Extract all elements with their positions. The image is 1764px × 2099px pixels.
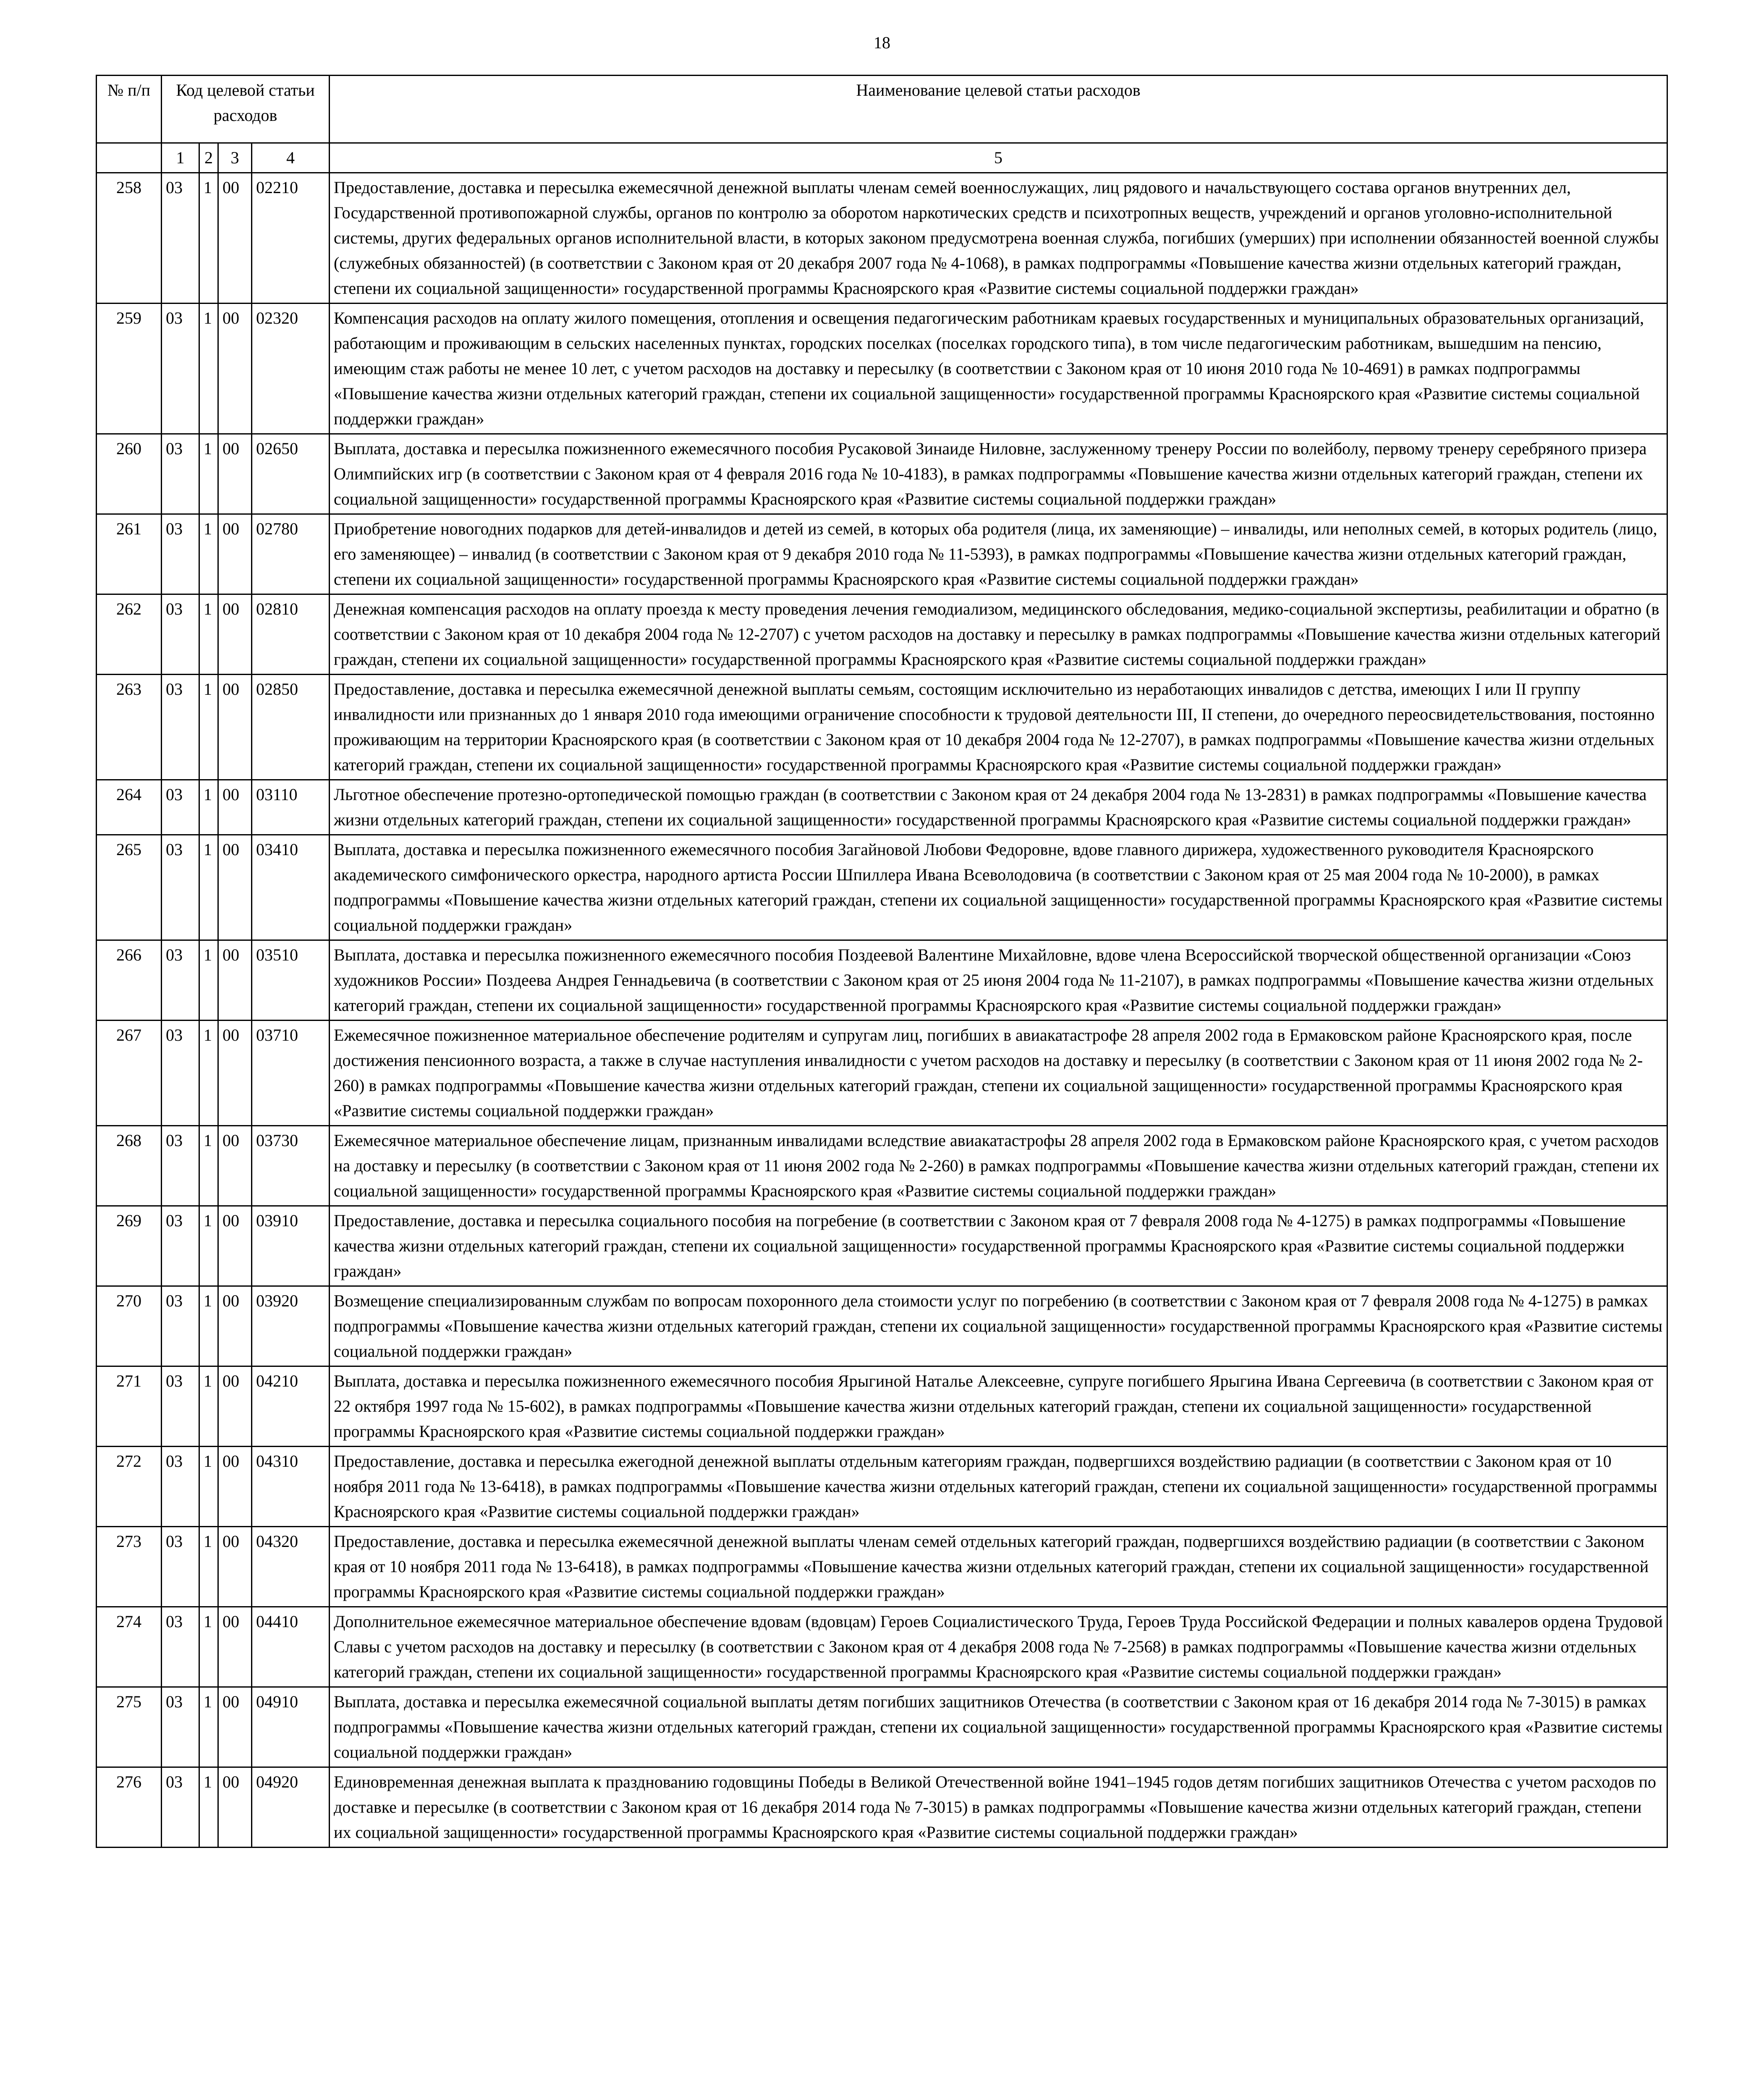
code-part-4: 03730: [252, 1126, 330, 1206]
code-part-1: 03: [162, 1206, 199, 1286]
table-row: [97, 514, 1667, 594]
item-name: Приобретение новогодних подарков для детей-инвалидов и детей из семей, в которых оба родителя (лица, их заменяющие) – инвалиды, или неполных семей, в которых родитель (лицо, его заменяющее) – инвалид (в соответствии с Законом края от 9 декабря 2010 года № 11-5393), в рамках подпрограммы «Повышение качества жизни отдельных категорий граждан, степени их социальной защищенности» государственной программы Красноярского края «Развитие системы социальной поддержки граждан»: [330, 514, 1667, 594]
col-num-3: 3: [218, 143, 252, 173]
item-name: Предоставление, доставка и пересылка ежемесячной денежной выплаты членам семей отдельных категорий граждан, подвергшихся воздействию радиации (в соответствии с Законом края от 10 ноября 2011 года № 13-6418), в рамках подпрограммы «Повышение качества жизни отдельных категорий граждан, степени их социальной защищенности» государственной программы Красноярского края «Развитие системы социальной поддержки граждан»: [330, 1527, 1667, 1607]
target-items-table: [96, 75, 1668, 1848]
table-row: [97, 675, 1667, 780]
row-number: 267: [97, 1021, 162, 1126]
code-part-2: 1: [199, 434, 218, 514]
table-row: [97, 304, 1667, 434]
code-part-2: 1: [199, 514, 218, 594]
code-part-2: 1: [199, 780, 218, 835]
item-name: Предоставление, доставка и пересылка социального пособия на погребение (в соответствии с Законом края от 7 февраля 2008 года № 4-1275) в рамках подпрограммы «Повышение качества жизни отдельных категорий граждан, степени их социальной защищенности» государственной программы Красноярского края «Развитие системы социальной поддержки граждан»: [330, 1206, 1667, 1286]
code-part-1: 03: [162, 1687, 199, 1767]
row-number: 264: [97, 780, 162, 835]
code-part-1: 03: [162, 1126, 199, 1206]
row-number: 274: [97, 1607, 162, 1687]
table-row: [97, 1126, 1667, 1206]
code-part-1: 03: [162, 1607, 199, 1687]
code-part-4: 04910: [252, 1687, 330, 1767]
item-name: Единовременная денежная выплата к празднованию годовщины Победы в Великой Отечественной войне 1941–1945 годов детям погибших защитников Отечества с учетом расходов по доставке и пересылке (в соответствии с Законом края от 16 декабря 2014 года № 7-3015) в рамках подпрограммы «Повышение качества жизни отдельных категорий граждан, степени их социальной защищенности» государственной программы Красноярского края «Развитие системы социальной поддержки граждан»: [330, 1767, 1667, 1848]
item-name: Предоставление, доставка и пересылка ежегодной денежной выплаты отдельным категориям граждан, подвергшихся воздействию радиации (в соответствии с Законом края от 10 ноября 2011 года № 13-6418), в рамках подпрограммы «Повышение качества жизни отдельных категорий граждан, степени их социальной защищенности» государственной программы Красноярского края «Развитие системы социальной поддержки граждан»: [330, 1447, 1667, 1527]
code-part-4: 04320: [252, 1527, 330, 1607]
item-name: Выплата, доставка и пересылка пожизненного ежемесячного пособия Загайновой Любови Федоровне, вдове главного дирижера, художественного руководителя Красноярского академического симфонического оркестра, народного артиста России Шпиллера Ивана Всеволодовича (в соответствии с Законом края от 25 мая 2004 года № 10-2000), в рамках подпрограммы «Повышение качества жизни отдельных категорий граждан, степени их социальной защищенности» государственной программы Красноярского края «Развитие системы социальной поддержки граждан»: [330, 835, 1667, 940]
code-part-2: 1: [199, 1366, 218, 1447]
row-number: 258: [97, 173, 162, 304]
item-name: Предоставление, доставка и пересылка ежемесячной денежной выплаты членам семей военнослужащих, лиц рядового и начальствующего состава органов внутренних дел, Государственной противопожарной службы, органов по контролю за оборотом наркотических средств и психотропных веществ, учреждений и органов уголовно-исполнительной системы, других федеральных органов исполнительной власти, в которых законом предусмотрена военная служба, погибших (умерших) при исполнении обязанностей военной службы (служебных обязанностей) (в соответствии с Законом края от 20 декабря 2007 года № 4-1068), в рамках подпрограммы «Повышение качества жизни отдельных категорий граждан, степени их социальной защищенности» государственной программы Красноярского края «Развитие системы социальной поддержки граждан»: [330, 173, 1667, 304]
code-part-3: 00: [218, 434, 252, 514]
code-part-1: 03: [162, 780, 199, 835]
code-part-3: 00: [218, 1126, 252, 1206]
code-part-1: 03: [162, 173, 199, 304]
header-code: Код целевой статьи расходов: [162, 76, 330, 143]
item-name: Предоставление, доставка и пересылка ежемесячной денежной выплаты семьям, состоящим исключительно из неработающих инвалидов с детства, имеющих I или II группу инвалидности или признанных до 1 января 2010 года имеющими ограничение способности к трудовой деятельности III, II степени, до очередного переосвидетельствования, постоянно проживающим на территории Красноярского края (в соответствии с Законом края от 10 декабря 2004 года № 12-2707), в рамках подпрограммы «Повышение качества жизни отдельных категорий граждан, степени их социальной защищенности» государственной программы Красноярского края «Развитие системы социальной поддержки граждан»: [330, 675, 1667, 780]
code-part-4: 04920: [252, 1767, 330, 1848]
code-part-3: 00: [218, 940, 252, 1021]
row-number: 276: [97, 1767, 162, 1848]
code-part-3: 00: [218, 514, 252, 594]
table-row: [97, 835, 1667, 940]
header-name: Наименование целевой статьи расходов: [330, 76, 1667, 143]
row-number: 272: [97, 1447, 162, 1527]
code-part-3: 00: [218, 1607, 252, 1687]
table-row: [97, 434, 1667, 514]
row-number: 265: [97, 835, 162, 940]
code-part-2: 1: [199, 304, 218, 434]
header-np: № п/п: [97, 76, 162, 143]
code-part-3: 00: [218, 1527, 252, 1607]
item-name: Компенсация расходов на оплату жилого помещения, отопления и освещения педагогическим работникам краевых государственных и муниципальных образовательных организаций, работающим и проживающим в сельских населенных пунктах, городских поселках (поселках городского типа), в том числе педагогическим работникам, вышедшим на пенсию, имеющим стаж работы не менее 10 лет, с учетом расходов на доставку и пересылку (в соответствии с Законом края от 10 июня 2010 года № 10-4691) в рамках подпрограммы «Повышение качества жизни отдельных категорий граждан, степени их социальной защищенности» государственной программы Красноярского края «Развитие системы социальной поддержки граждан»: [330, 304, 1667, 434]
code-part-1: 03: [162, 835, 199, 940]
code-part-2: 1: [199, 1206, 218, 1286]
code-part-1: 03: [162, 1366, 199, 1447]
col-num-2: 2: [199, 143, 218, 173]
code-part-4: 03920: [252, 1286, 330, 1366]
code-part-1: 03: [162, 940, 199, 1021]
code-part-4: 02810: [252, 594, 330, 675]
code-part-4: 02650: [252, 434, 330, 514]
code-part-4: 02780: [252, 514, 330, 594]
code-part-2: 1: [199, 940, 218, 1021]
page-number: 18: [874, 33, 890, 52]
code-part-2: 1: [199, 1126, 218, 1206]
code-part-3: 00: [218, 1286, 252, 1366]
row-number: 259: [97, 304, 162, 434]
table-row: [97, 940, 1667, 1021]
col-num-4: 4: [252, 143, 330, 173]
code-part-3: 00: [218, 1206, 252, 1286]
code-part-2: 1: [199, 1021, 218, 1126]
code-part-1: 03: [162, 434, 199, 514]
code-part-3: 00: [218, 304, 252, 434]
code-part-4: 04310: [252, 1447, 330, 1527]
col-num-1: 1: [162, 143, 199, 173]
code-part-3: 00: [218, 1021, 252, 1126]
col-num-5: 5: [330, 143, 1667, 173]
table-row: [97, 1447, 1667, 1527]
code-part-1: 03: [162, 1527, 199, 1607]
table-row: [97, 1206, 1667, 1286]
row-number: 262: [97, 594, 162, 675]
table-row: [97, 1021, 1667, 1126]
item-name: Выплата, доставка и пересылка пожизненного ежемесячного пособия Поздеевой Валентине Михайловне, вдове члена Всероссийской творческой общественной организации «Союз художников России» Поздеева Андрея Геннадьевича (в соответствии с Законом края от 25 июня 2004 года № 11-2107), в рамках подпрограммы «Повышение качества жизни отдельных категорий граждан, степени их социальной защищенности» государственной программы Красноярского края «Развитие системы социальной поддержки граждан»: [330, 940, 1667, 1021]
table-row: [97, 594, 1667, 675]
code-part-1: 03: [162, 514, 199, 594]
code-part-1: 03: [162, 675, 199, 780]
row-number: 268: [97, 1126, 162, 1206]
table-row: [97, 1286, 1667, 1366]
row-number: 273: [97, 1527, 162, 1607]
table-row: [97, 1366, 1667, 1447]
item-name: Денежная компенсация расходов на оплату проезда к месту проведения лечения гемодиализом, медицинского обследования, медико-социальной экспертизы, реабилитации и обратно (в соответствии с Законом края от 10 декабря 2004 года № 12-2707) с учетом расходов на доставку и пересылку в рамках подпрограммы «Повышение качества жизни отдельных категорий граждан, степени их социальной защищенности» государственной программы Красноярского края «Развитие системы социальной поддержки граждан»: [330, 594, 1667, 675]
code-part-1: 03: [162, 1021, 199, 1126]
row-number: 269: [97, 1206, 162, 1286]
col-num-np: [97, 143, 162, 173]
table-row: [97, 1767, 1667, 1848]
row-number: 275: [97, 1687, 162, 1767]
code-part-2: 1: [199, 675, 218, 780]
code-part-3: 00: [218, 835, 252, 940]
code-part-1: 03: [162, 1767, 199, 1848]
table-row: [97, 1607, 1667, 1687]
code-part-4: 04410: [252, 1607, 330, 1687]
code-part-3: 00: [218, 594, 252, 675]
code-part-2: 1: [199, 1607, 218, 1687]
item-name: Льготное обеспечение протезно-ортопедической помощью граждан (в соответствии с Законом края от 24 декабря 2004 года № 13-2831) в рамках подпрограммы «Повышение качества жизни отдельных категорий граждан, степени их социальной защищенности» государственной программы Красноярского края «Развитие системы социальной поддержки граждан»: [330, 780, 1667, 835]
code-part-1: 03: [162, 1447, 199, 1527]
table-row: [97, 1687, 1667, 1767]
table-row: [97, 173, 1667, 304]
code-part-3: 00: [218, 1687, 252, 1767]
code-part-4: 02210: [252, 173, 330, 304]
table-row: [97, 1527, 1667, 1607]
code-part-3: 00: [218, 675, 252, 780]
code-part-4: 03910: [252, 1206, 330, 1286]
item-name: Выплата, доставка и пересылка ежемесячной социальной выплаты детям погибших защитников Отечества (в соответствии с Законом края от 16 декабря 2014 года № 7-3015) в рамках подпрограммы «Повышение качества жизни отдельных категорий граждан, степени их социальной защищенности» государственной программы Красноярского края «Развитие системы социальной поддержки граждан»: [330, 1687, 1667, 1767]
row-number: 263: [97, 675, 162, 780]
table-row: [97, 780, 1667, 835]
code-part-1: 03: [162, 304, 199, 434]
item-name: Выплата, доставка и пересылка пожизненного ежемесячного пособия Ярыгиной Наталье Алексеевне, супруге погибшего Ярыгина Ивана Сергеевича (в соответствии с Законом края от 22 октября 1997 года № 15-602), в рамках подпрограммы «Повышение качества жизни отдельных категорий граждан, степени их социальной защищенности» государственной программы Красноярского края «Развитие системы социальной поддержки граждан»: [330, 1366, 1667, 1447]
item-name: Возмещение специализированным службам по вопросам похоронного дела стоимости услуг по погребению (в соответствии с Законом края от 7 февраля 2008 года № 4-1275) в рамках подпрограммы «Повышение качества жизни отдельных категорий граждан, степени их социальной защищенности» государственной программы Красноярского края «Развитие системы социальной поддержки граждан»: [330, 1286, 1667, 1366]
code-part-3: 00: [218, 173, 252, 304]
code-part-1: 03: [162, 594, 199, 675]
code-part-3: 00: [218, 1447, 252, 1527]
item-name: Дополнительное ежемесячное материальное обеспечение вдовам (вдовцам) Героев Социалистического Труда, Героев Труда Российской Федерации и полных кавалеров ордена Трудовой Славы с учетом расходов на доставку и пересылку (в соответствии с Законом края от 4 декабря 2008 года № 7-2568) в рамках подпрограммы «Повышение качества жизни отдельных категорий граждан, степени их социальной защищенности» государственной программы Красноярского края «Развитие системы социальной поддержки граждан»: [330, 1607, 1667, 1687]
code-part-4: 02320: [252, 304, 330, 434]
code-part-4: 03410: [252, 835, 330, 940]
code-part-2: 1: [199, 1527, 218, 1607]
code-part-4: 02850: [252, 675, 330, 780]
item-name: Выплата, доставка и пересылка пожизненного ежемесячного пособия Русаковой Зинаиде Ниловне, заслуженному тренеру России по волейболу, первому тренеру серебряного призера Олимпийских игр (в соответствии с Законом края от 4 февраля 2016 года № 10-4183), в рамках подпрограммы «Повышение качества жизни отдельных категорий граждан, степени их социальной защищенности» государственной программы Красноярского края «Развитие системы социальной поддержки граждан»: [330, 434, 1667, 514]
code-part-4: 03510: [252, 940, 330, 1021]
row-number: 271: [97, 1366, 162, 1447]
code-part-3: 00: [218, 1767, 252, 1848]
code-part-1: 03: [162, 1286, 199, 1366]
row-number: 261: [97, 514, 162, 594]
code-part-2: 1: [199, 173, 218, 304]
row-number: 266: [97, 940, 162, 1021]
row-number: 260: [97, 434, 162, 514]
code-part-2: 1: [199, 1447, 218, 1527]
code-part-4: 03710: [252, 1021, 330, 1126]
code-part-2: 1: [199, 1767, 218, 1848]
code-part-3: 00: [218, 1366, 252, 1447]
item-name: Ежемесячное материальное обеспечение лицам, признанным инвалидами вследствие авиакатастрофы 28 апреля 2002 года в Ермаковском районе Красноярского края, с учетом расходов на доставку и пересылку (в соответствии с Законом края от 11 июня 2002 года № 2-260) в рамках подпрограммы «Повышение качества жизни отдельных категорий граждан, степени их социальной защищенности» государственной программы Красноярского края «Развитие системы социальной поддержки граждан»: [330, 1126, 1667, 1206]
table-body: [97, 173, 1667, 1848]
code-part-4: 03110: [252, 780, 330, 835]
code-part-2: 1: [199, 1286, 218, 1366]
row-number: 270: [97, 1286, 162, 1366]
code-part-3: 00: [218, 780, 252, 835]
code-part-2: 1: [199, 1687, 218, 1767]
code-part-2: 1: [199, 835, 218, 940]
code-part-4: 04210: [252, 1366, 330, 1447]
code-part-2: 1: [199, 594, 218, 675]
item-name: Ежемесячное пожизненное материальное обеспечение родителям и супругам лиц, погибших в авиакатастрофе 28 апреля 2002 года в Ермаковском районе Красноярского края, после достижения пенсионного возраста, а также в случае наступления инвалидности с учетом расходов на доставку и пересылку (в соответствии с Законом края от 11 июня 2002 года № 2-260) в рамках подпрограммы «Повышение качества жизни отдельных категорий граждан, степени их социальной защищенности» государственной программы Красноярского края «Развитие системы социальной поддержки граждан»: [330, 1021, 1667, 1126]
